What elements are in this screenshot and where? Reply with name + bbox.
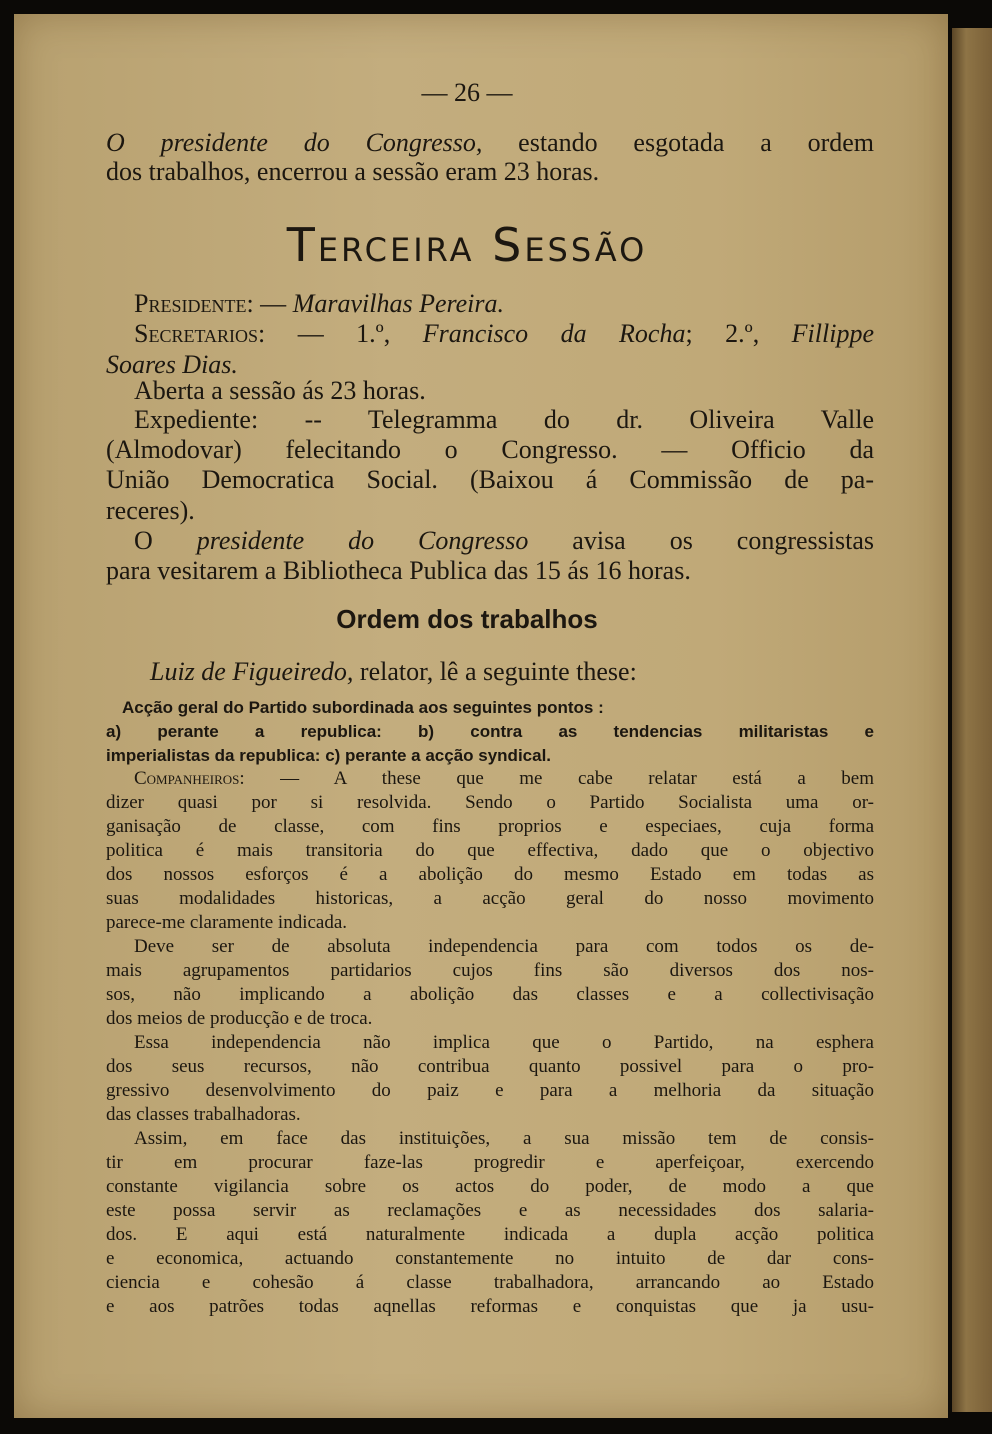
text-line: ganisação de classe, com fins proprios e especiaes, cuja forma xyxy=(106,816,874,837)
subtitle: Ordem dos trabalhos xyxy=(336,604,598,634)
relator-rest: relator, lê a seguinte these: xyxy=(353,657,637,686)
presidente-label: Presidente xyxy=(134,289,247,318)
secretario-2a: Fillippe xyxy=(791,319,874,348)
text-line: ciencia e cohesão á classe trabalhadora, arrancando ao Estado xyxy=(106,1272,874,1293)
presidente-sep: : — xyxy=(246,289,293,318)
body-line: União Democratica Social. (Baixou á Commissão de pa- xyxy=(106,465,874,494)
intro-line-2: dos trabalhos, encerrou a sessão eram 23 horas. xyxy=(106,157,600,186)
body-line: receres). xyxy=(106,496,195,525)
text-line: mais agrupamentos partidarios cujos fins são diversos dos nos- xyxy=(106,960,874,981)
text-line: Deve ser de absoluta independencia para com todos os de- xyxy=(134,936,874,957)
secretario-2b: Soares Dias. xyxy=(106,350,238,379)
text-line: e aos patrões todas aqnellas reformas e conquistas que ja usu- xyxy=(106,1296,874,1317)
thesis-line: imperialistas da republica: c) perante a acção syndical. xyxy=(106,746,552,765)
text-line: gressivo desenvolvimento do paiz e para a melhoria da situação xyxy=(106,1080,874,1101)
text-line: parece-me claramente indicada. xyxy=(106,912,348,933)
body-line: Aberta a sessão ás 23 horas. xyxy=(134,376,426,405)
text-line: dos seus recursos, não contribua quanto possivel para o pro- xyxy=(106,1056,874,1077)
secretarios-line xyxy=(134,319,874,349)
intro-rest: estando esgotada a ordem xyxy=(482,128,874,157)
text-line: dizer quasi por si resolvida. Sendo o Partido Socialista uma or- xyxy=(106,792,874,813)
relator-name: Luiz de Figueiredo, xyxy=(150,657,354,686)
body-line: (Almodovar) felecitando o Congresso. — Officio da xyxy=(106,435,874,464)
thesis-line: Acção geral do Partido subordinada aos seguintes pontos : xyxy=(122,698,604,717)
secretarios-label: Secretarios xyxy=(134,319,259,348)
presidente-line xyxy=(134,289,874,319)
text-line: suas modalidades historicas, a acção geral do nosso movimento xyxy=(106,888,874,909)
secretarios-mid: ; 2.º, xyxy=(685,319,792,348)
secretario-1: Francisco da Rocha xyxy=(422,319,686,348)
intro-emphasis: O presidente do Congresso, xyxy=(106,128,483,157)
aviso-a: O xyxy=(134,526,197,555)
aviso-line-1 xyxy=(134,526,874,556)
companheiros-rest: : — A these que me cabe relatar está a bem xyxy=(239,768,874,789)
aviso-b: avisa os congressistas xyxy=(528,526,874,555)
text-line: e economica, actuando constantemente no intuito de dar cons- xyxy=(106,1248,874,1269)
text-line: sos, não implicando a abolição das classes e a collectivisação xyxy=(106,984,874,1005)
secretarios-sep: : — 1.º, xyxy=(258,319,423,348)
text-line: politica é mais transitoria do que effectiva, dado que o objectivo xyxy=(106,840,874,861)
text-line: constante vigilancia sobre os actos do poder, de modo a que xyxy=(106,1176,874,1197)
text-line: este possa servir as reclamações e as necessidades dos salaria- xyxy=(106,1200,874,1221)
aviso-line-2: para vesitarem a Bibliotheca Publica das 15 ás 16 horas. xyxy=(106,556,691,585)
page-number: — 26 — xyxy=(421,78,513,107)
binding-edge xyxy=(952,28,992,1412)
aviso-emphasis: presidente do Congresso xyxy=(196,526,529,555)
thesis-line: a) perante a republica: b) contra as tendencias militaristas e xyxy=(106,722,874,741)
companheiros-line xyxy=(134,767,874,791)
text-line: Assim, em face das instituições, a sua missão tem de consis- xyxy=(134,1128,874,1149)
text-line: dos nossos esforços é a abolição do mesmo Estado em todas as xyxy=(106,864,874,885)
intro-line-1 xyxy=(106,128,874,158)
body-line: Expediente: -- Telegramma do dr. Oliveira Valle xyxy=(134,405,874,434)
text-line: das classes trabalhadoras. xyxy=(106,1104,301,1125)
text-line: Essa independencia não implica que o Partido, na esphera xyxy=(134,1032,874,1053)
text-line: dos. E aqui está naturalmente indicada a dupla acção politica xyxy=(106,1224,874,1245)
text-line: tir em procurar faze-las progredir e aperfeiçoar, exercendo xyxy=(106,1152,874,1173)
companheiros-label: Companheiros xyxy=(134,768,240,789)
relator-line xyxy=(150,657,874,687)
text-line: dos meios de producção e de troca. xyxy=(106,1008,373,1029)
presidente-name: Maravilhas Pereira. xyxy=(292,289,505,318)
section-title: Terceira Sessão xyxy=(286,218,648,272)
